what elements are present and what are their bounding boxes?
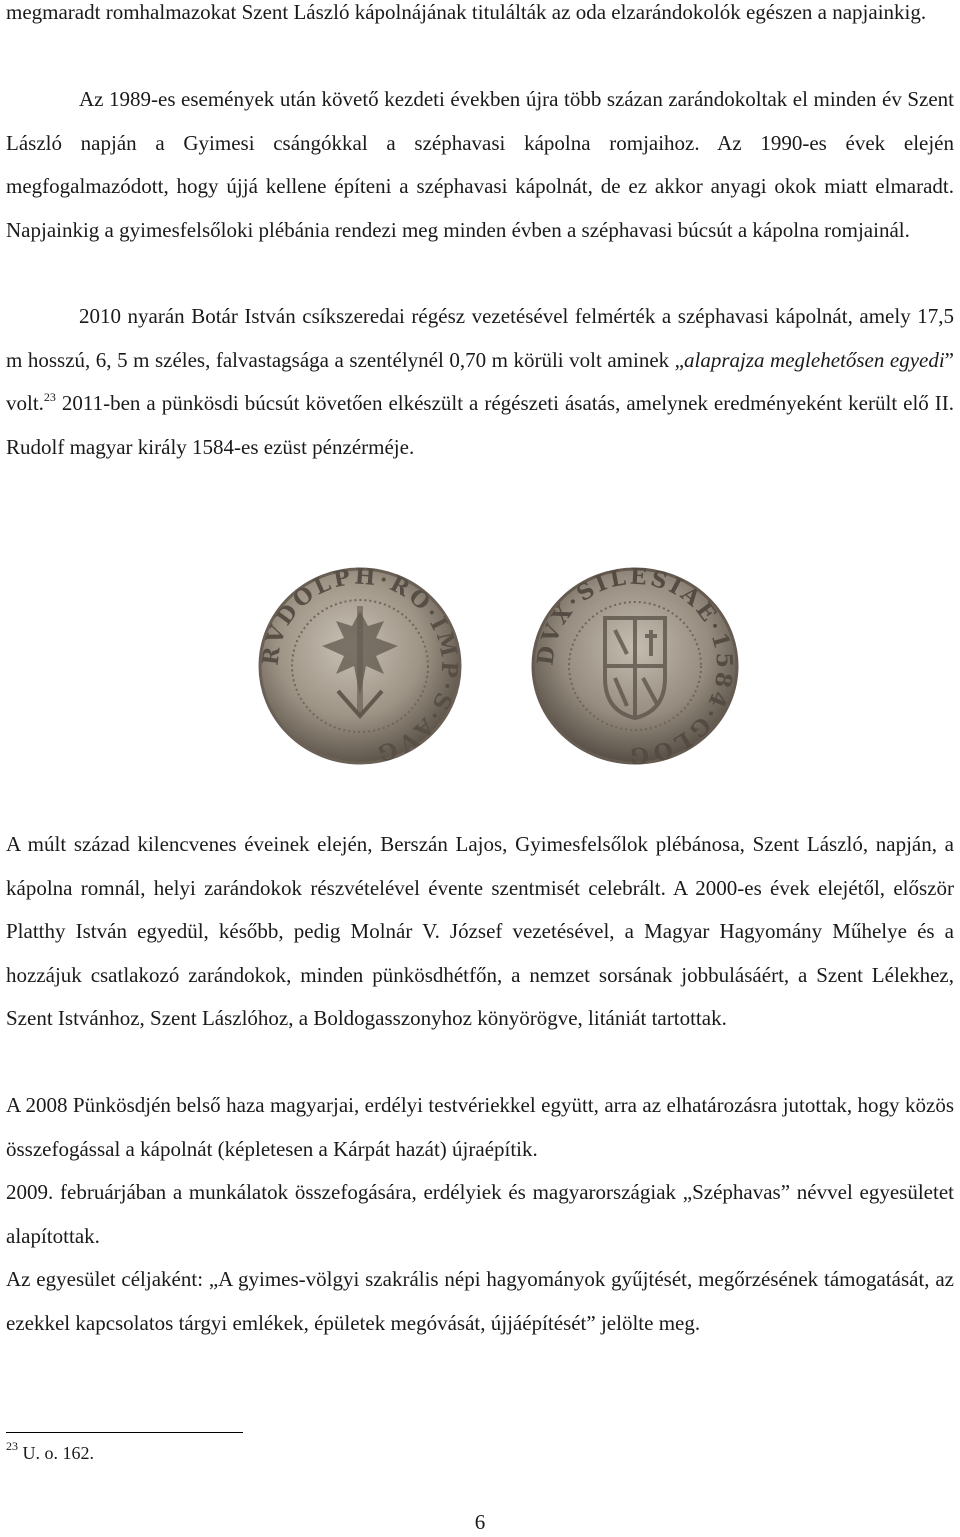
footnote-number: 23: [6, 1439, 18, 1453]
footnote-text: U. o. 162.: [22, 1443, 94, 1463]
paragraph-5: A 2008 Pünkösdjén belső haza magyarjai, erdélyi testvériekkel együtt, arra az elhatározásra jutottak, hogy közös összefogással a kápolnát (képletesen a Kárpát hazát) újraépítik.: [6, 1093, 954, 1161]
footnote-reference[interactable]: 23: [43, 390, 56, 404]
coin-obverse-image: [258, 566, 463, 766]
coin-reverse-legend: DVX·SILESIAE·1584·GLOG: [532, 566, 738, 766]
paragraph-2: Az 1989-es események után követő kezdeti években újra több százan zarándokoltak el minden év Szent László napján a Gyimesi csángókkal a széphavasi kápolna romjaihoz. Az 1990-es évek elején megfogalmazódott, hogy újjá kellene építeni a széphavasi kápolnát, de ez akkor anyagi okok miatt elmaradt. Napjainkig a gyimesfelsőloki plébánia rendezi meg minden évben a széphavasi búcsút a kápolna romjainál.: [6, 87, 954, 242]
paragraph-3-quote: alaprajza meglehetősen egyedi: [684, 347, 945, 372]
paragraph-1: megmaradt romhalmazokat Szent László kápolnájának titulálták az oda elzarándokolók egészen a napjainkig.: [6, 0, 927, 24]
paragraph-7: Az egyesület céljaként: „A gyimes-völgyi szakrális népi hagyományok gyűjtését, megőrzésének támogatását, az ezekkel kapcsolatos tárgyi emlékek, épületek megóvását, újjáépítését” jelölte meg.: [6, 1267, 954, 1335]
paragraph-4: A múlt század kilencvenes éveinek elején, Berszán Lajos, Gyimesfelsőlok plébánosa, Szent László, napján, a kápolna romnál, helyi zarándokok részvételével évente szentmisét celebrált. A 2000-es évek elejétől, először Platthy István egyedül, később, pedig Molnár V. József vezetésével, a Magyar Hagyomány Műhelye és a hozzájuk csatlakozó zarándokok, minden pünkösdhétfőn, a nemzet sorsának jobbulásáért, a Szent Lélekhez, Szent Istvánhoz, Szent Lászlóhoz, a Boldogasszonyhoz könyörögve, litániát tartottak.: [6, 832, 954, 1030]
coin-photographs: [6, 566, 954, 766]
footnote: [6, 1440, 94, 1466]
coin-reverse-image: [531, 566, 739, 766]
footnote-separator: [6, 1432, 243, 1433]
paragraph-3-text-b: ” volt.: [6, 347, 954, 415]
paragraph-3-text-a: 2010 nyarán Botár István csíkszeredai régész vezetésével felmérték a széphavasi kápolnát, amely 17,5 m hosszú, 6, 5 m széles, falvastagsága a szentélynél 0,70 m körüli volt aminek „: [6, 304, 954, 372]
coin-obverse-legend: RVDOLPH·RO·IMP·S·AVG: [258, 566, 463, 766]
paragraph-6: 2009. februárjában a munkálatok összefogására, erdélyiek és magyarországiak „Széphavas” névvel egyesületet alapítottak.: [6, 1180, 954, 1248]
paragraph-3-text-c: 2011-ben a pünkösdi búcsút követően elkészült a régészeti ásatás, amelynek eredményeként került elő II. Rudolf magyar király 1584-es ezüst pénzérméje.: [6, 391, 954, 459]
page-number: 6: [474, 1510, 486, 1534]
paragraph-3: [6, 295, 954, 469]
